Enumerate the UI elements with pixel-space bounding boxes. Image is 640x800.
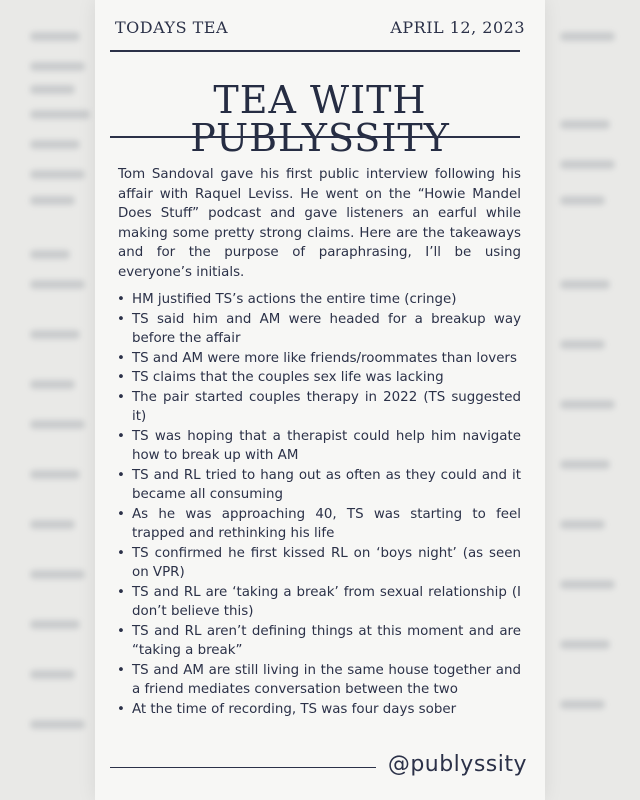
list-item: • TS confirmed he first kissed RL on ‘boys night’ (as seen on VPR) (115, 544, 521, 583)
title-divider (110, 136, 520, 138)
list-item: • TS and RL tried to hang out as often as they could and it became all consuming (115, 466, 521, 505)
title-line-2: PUBLYSSITY (190, 116, 450, 161)
list-item: • TS and RL are ‘taking a break’ from sexual relationship (I don’t believe this) (115, 583, 521, 622)
list-item: • The pair started couples therapy in 2022 (TS suggested it) (115, 388, 521, 427)
list-item: • At the time of recording, TS was four days sober (115, 700, 521, 720)
list-item: • HM justified TS’s actions the entire time (cringe) (115, 290, 521, 310)
list-item: • TS claims that the couples sex life was lacking (115, 368, 521, 388)
list-item: • As he was approaching 40, TS was starting to feel trapped and rethinking his life (115, 505, 521, 544)
takeaways-list (115, 290, 521, 719)
list-item: • TS and RL aren’t defining things at this moment and are “taking a break” (115, 622, 521, 661)
list-item: • TS and AM are still living in the same house together and a friend mediates conversation between the two (115, 661, 521, 700)
tea-card (95, 0, 545, 800)
card-header (115, 18, 525, 37)
page-title (95, 78, 545, 161)
intro-paragraph: Tom Sandoval gave his first public interview following his affair with Raquel Leviss. He went on the “Howie Mandel Does Stuff” podcast and gave listeners an earful while making some pretty strong claims. Here are the takeaways and for the purpose of paraphrasing, I’ll be using everyone’s initials. (118, 167, 521, 280)
header-divider (110, 50, 520, 52)
footer-divider (110, 767, 376, 768)
post-date: APRIL 12, 2023 (390, 18, 525, 37)
list-item: • TS and AM were more like friends/roommates than lovers (115, 349, 521, 369)
list-item: • TS said him and AM were headed for a breakup way before the affair (115, 310, 521, 349)
section-label: TODAYS TEA (115, 18, 229, 37)
title-line-1: TEA WITH (213, 78, 427, 123)
list-item: • TS was hoping that a therapist could help him navigate how to break up with AM (115, 427, 521, 466)
social-handle: @publyssity (387, 752, 527, 777)
